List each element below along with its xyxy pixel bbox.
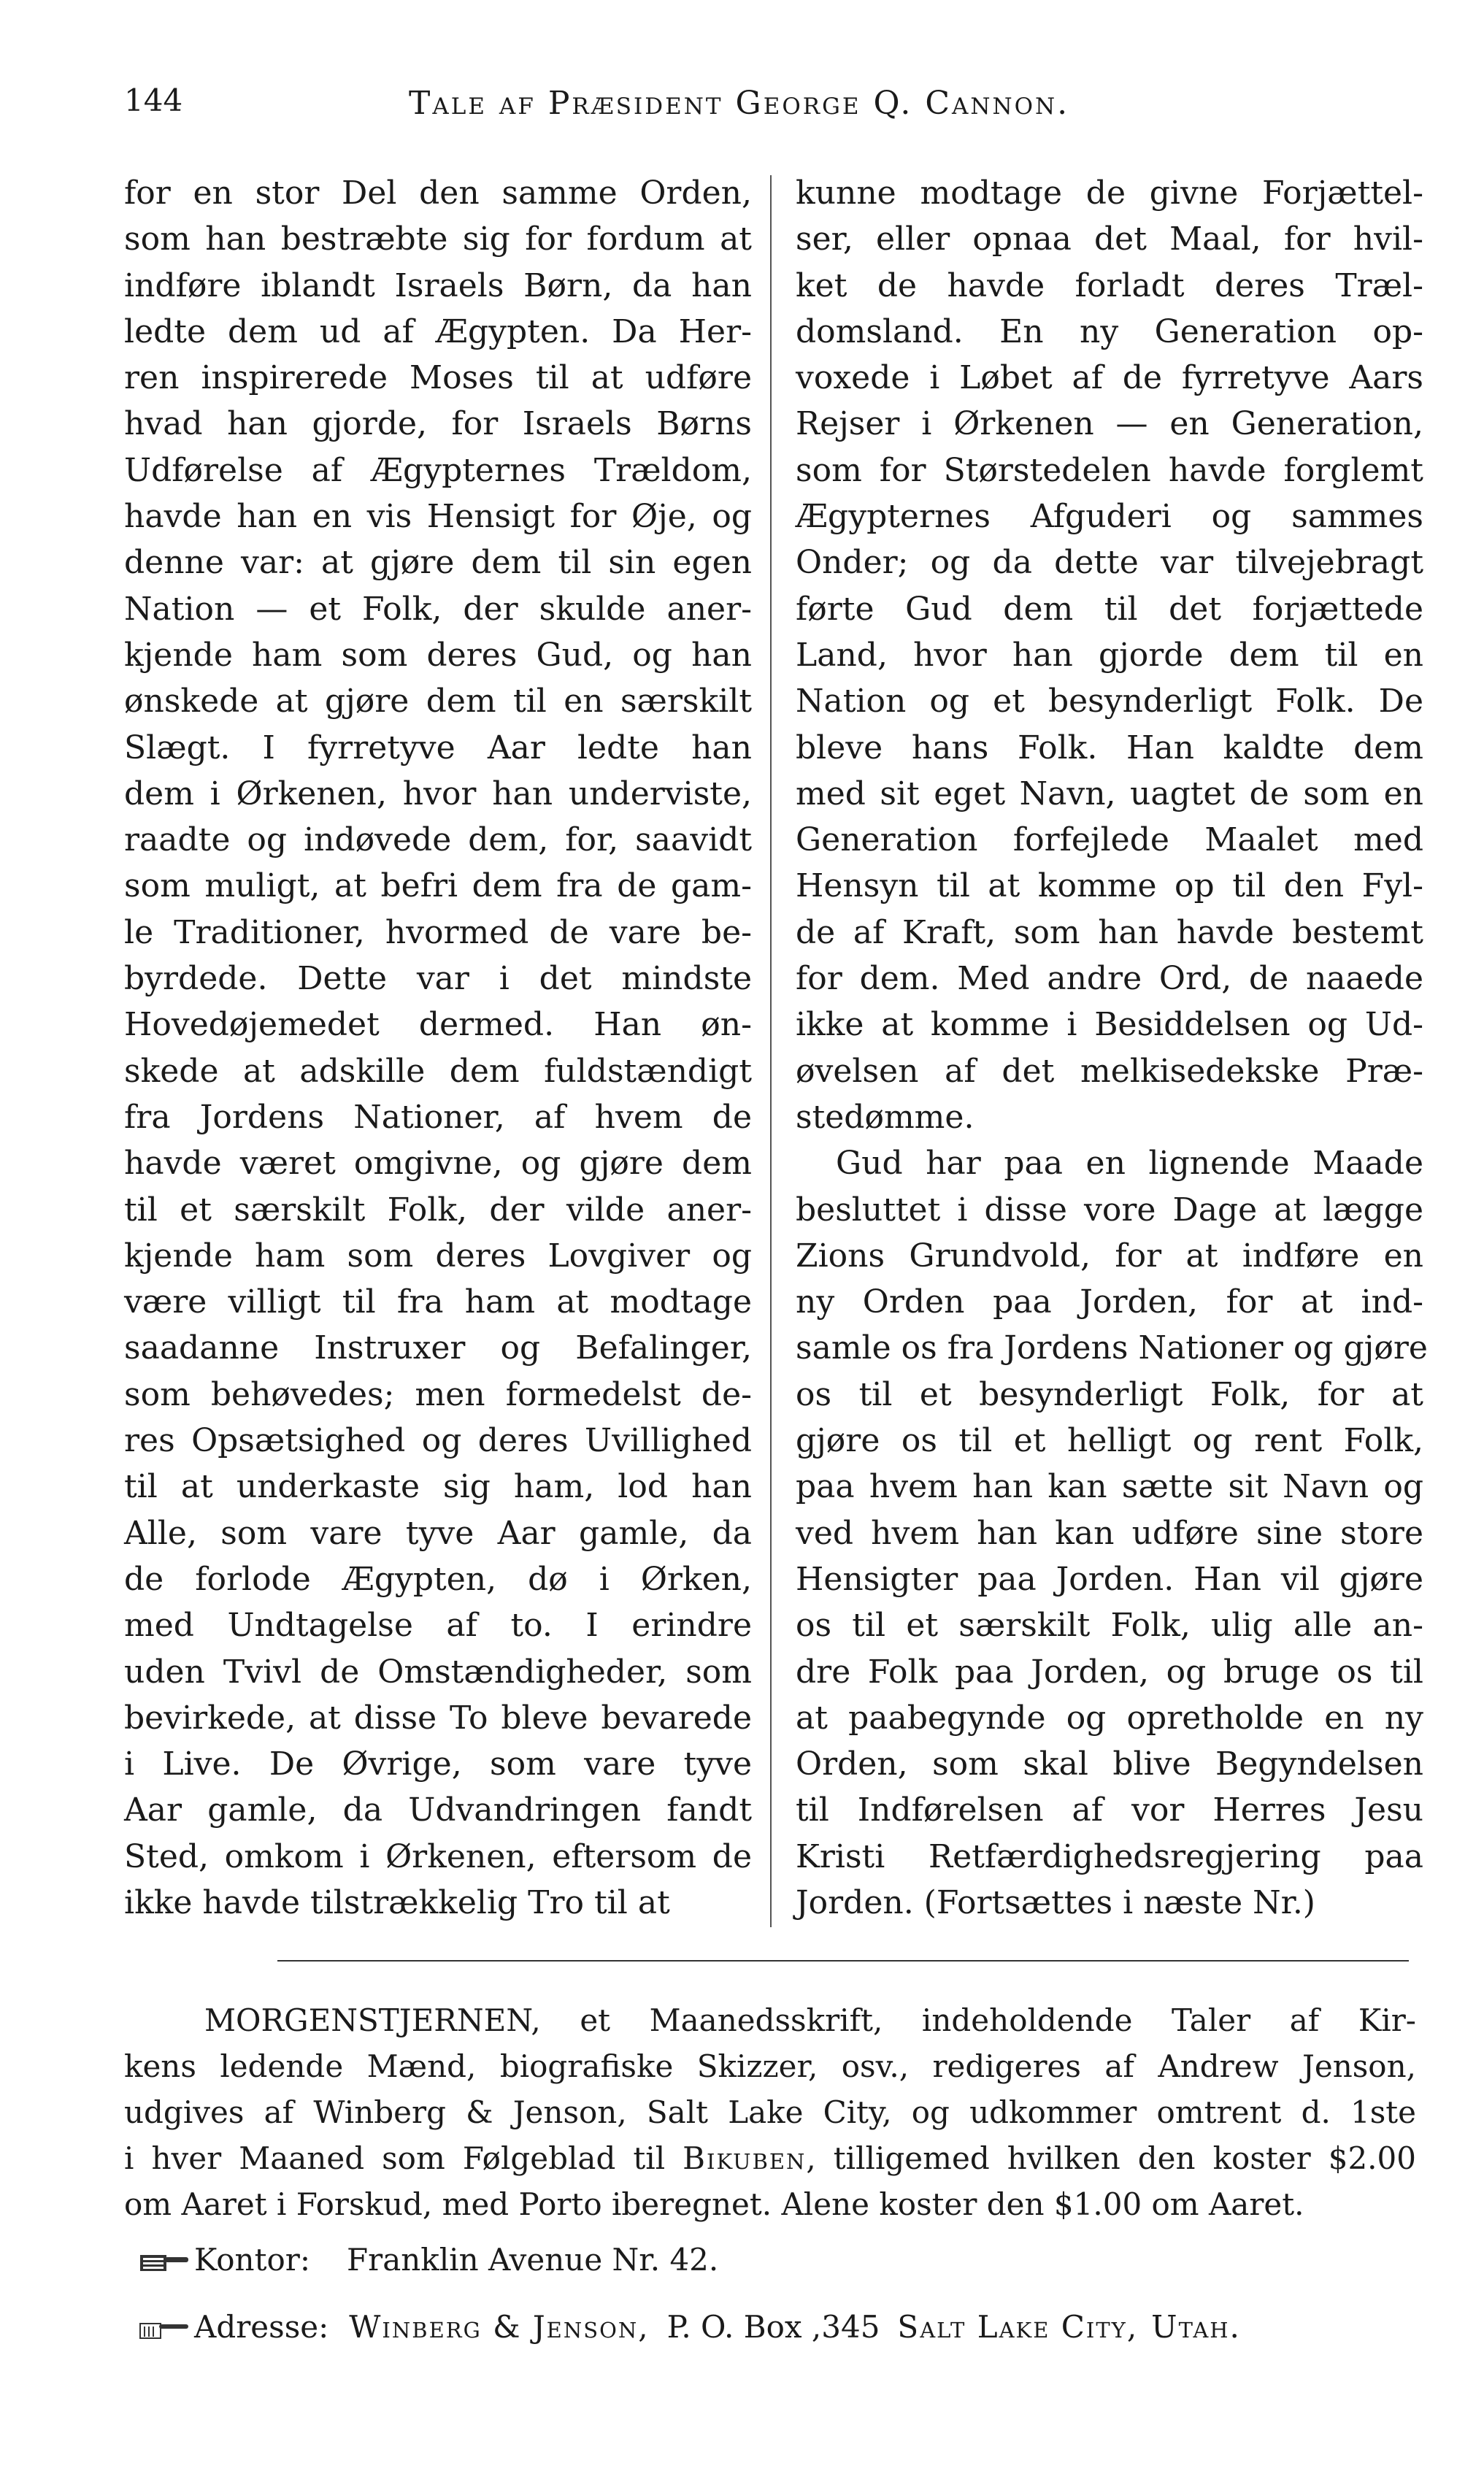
text-line: hvad han gjorde, for Israels Børns xyxy=(124,405,752,443)
text-line: dre Folk paa Jorden, og bruge os til xyxy=(796,1653,1423,1691)
text-line: som han bestræbte sig for fordum at xyxy=(124,220,752,258)
text-line: Orden, som skal blive Begyndelsen xyxy=(796,1745,1423,1783)
pointing-hand-icon xyxy=(139,2318,191,2341)
text-line: uden Tvivl de Omstændigheder, som xyxy=(124,1653,752,1691)
text-line: indføre iblandt Israels Børn, da han xyxy=(124,266,752,304)
text-line: bleve hans Folk. Han kaldte dem xyxy=(796,729,1423,766)
text-line: som behøvedes; men formedelst de- xyxy=(124,1375,752,1413)
text-line: Hovedøjemedet dermed. Han øn- xyxy=(124,1006,752,1044)
text-line: Hensigter paa Jorden. Han vil gjøre xyxy=(796,1560,1423,1598)
pointing-hand-icon xyxy=(139,2251,191,2274)
text-line: Jorden. (Fortsættes i næste Nr.) xyxy=(796,1883,1315,1921)
text-line: ket de havde forladt deres Træl- xyxy=(796,266,1423,304)
text-line: saadanne Instruxer og Befalinger, xyxy=(124,1329,752,1367)
text-line: havde han en vis Hensigt for Øje, og xyxy=(124,498,752,536)
text-line: Slægt. I fyrretyve Aar ledte han xyxy=(124,729,752,766)
text-line: Gud har paa en lignende Maade xyxy=(836,1145,1423,1183)
text-line: Alle, som vare tyve Aar gamle, da xyxy=(124,1514,752,1552)
right-column xyxy=(796,170,1428,1926)
text-line: byrdede. Dette var i det mindste xyxy=(124,960,752,998)
bikuben-title: Bikuben xyxy=(683,2140,807,2176)
office-address: Franklin Avenue Nr. 42. xyxy=(346,2242,719,2278)
text-line: Kristi Retfærdighedsregjering paa xyxy=(796,1837,1423,1875)
office-label: Kontor: xyxy=(194,2242,310,2278)
text-line: raadte og indøvede dem, for, saavidt xyxy=(124,821,752,859)
address-box: P. O. Box ,345 xyxy=(666,2309,880,2345)
text-line: ikke havde tilstrækkelig Tro til at xyxy=(124,1883,670,1921)
column-divider xyxy=(770,175,772,1927)
text-line: Generation forfejlede Maalet med xyxy=(796,821,1423,859)
text-line: denne var: at gjøre dem til sin egen xyxy=(124,544,752,582)
left-column xyxy=(124,170,752,1926)
page-number: 144 xyxy=(124,82,183,118)
text-line: ledte dem ud af Ægypten. Da Her- xyxy=(124,312,752,350)
text-line: Nation og et besynderligt Folk. De xyxy=(796,683,1423,721)
text-line: til Indførelsen af vor Herres Jesu xyxy=(796,1791,1423,1829)
notice-line: MORGENSTJERNEN, et Maanedsskrift, indeholdende Taler af Kir- xyxy=(204,2002,1416,2038)
text-line: ny Orden paa Jorden, for at ind- xyxy=(796,1283,1423,1321)
text-line: de forlode Ægypten, dø i Ørken, xyxy=(124,1560,752,1598)
text-line: Sted, omkom i Ørkenen, eftersom de xyxy=(124,1837,752,1875)
address-line xyxy=(139,2305,1241,2349)
text-line: med sit eget Navn, uagtet de som en xyxy=(796,775,1423,812)
text-line: ikke at komme i Besiddelsen og Ud- xyxy=(796,1006,1423,1044)
text-line: ved hvem han kan udføre sine store xyxy=(796,1514,1423,1552)
text-line: som for Størstedelen havde forglemt xyxy=(796,451,1423,489)
office-line xyxy=(139,2238,718,2282)
text-line: kjende ham som deres Gud, og han xyxy=(124,636,752,674)
text-line: at paabegynde og opretholde en ny xyxy=(796,1699,1423,1737)
text-line: førte Gud dem til det forjættede xyxy=(796,590,1423,628)
text-line: kunne modtage de givne Forjættel- xyxy=(796,174,1423,212)
text-line: Aar gamle, da Udvandringen fandt xyxy=(124,1791,752,1829)
notice-text: i hver Maaned som Følgeblad til xyxy=(124,2140,683,2176)
text-line: de af Kraft, som han havde bestemt xyxy=(796,913,1423,951)
text-line: være villigt til fra ham at modtage xyxy=(124,1283,752,1321)
text-line: gjøre os til et helligt og rent Folk, xyxy=(796,1422,1423,1460)
address-label: Adresse: xyxy=(194,2309,329,2345)
section-divider xyxy=(277,1960,1409,1962)
text-line: Rejser i Ørkenen — en Generation, xyxy=(796,405,1423,443)
text-line: med Undtagelse af to. I erindre xyxy=(124,1607,752,1645)
notice-line xyxy=(124,2135,1416,2181)
text-line: ønskede at gjøre dem til en særskilt xyxy=(124,683,752,721)
text-line: fra Jordens Nationer, af hvem de xyxy=(124,1098,752,1136)
running-title: Tale af Præsident George Q. Cannon. xyxy=(409,85,1070,122)
text-line: stedømme. xyxy=(796,1098,974,1136)
text-line: i Live. De Øvrige, som vare tyve xyxy=(124,1745,752,1783)
text-line: øvelsen af det melkisedekske Præ- xyxy=(796,1052,1423,1090)
text-line: samle os fra Jordens Nationer og gjøre xyxy=(796,1329,1428,1367)
text-line: som muligt, at befri dem fra de gam- xyxy=(124,867,752,905)
text-line: ren inspirerede Moses til at udføre xyxy=(124,359,752,397)
text-line: os til et særskilt Folk, ulig alle an- xyxy=(796,1607,1423,1645)
text-line: Zions Grundvold, for at indføre en xyxy=(796,1237,1423,1275)
text-line: bevirkede, at disse To bleve bevarede xyxy=(124,1699,752,1737)
text-line: ser, eller opnaa det Maal, for hvil- xyxy=(796,220,1423,258)
text-line: skede at adskille dem fuldstændigt xyxy=(124,1052,752,1090)
text-line: til at underkaste sig ham, lod han xyxy=(124,1468,752,1506)
text-line: kjende ham som deres Lovgiver og xyxy=(124,1237,752,1275)
notice-line: kens ledende Mænd, biografiske Skizzer, osv., redigeres af Andrew Jenson, xyxy=(124,2048,1416,2084)
text-line: for dem. Med andre Ord, de naaede xyxy=(796,960,1423,998)
publication-notice xyxy=(124,1997,1416,2227)
text-line: Udførelse af Ægypternes Trældom, xyxy=(124,451,752,489)
text-line: le Traditioner, hvormed de vare be- xyxy=(124,913,752,951)
notice-line: om Aaret i Forskud, med Porto iberegnet. Alene koster den $1.00 om Aaret. xyxy=(124,2186,1304,2222)
notice-text: , tilligemed hvilken den koster $2.00 xyxy=(806,2140,1416,2176)
address-city: Salt Lake City, xyxy=(897,2309,1139,2345)
text-line: Nation — et Folk, der skulde aner- xyxy=(124,590,752,628)
text-line: Hensyn til at komme op til den Fyl- xyxy=(796,867,1423,905)
notice-line: udgives af Winberg & Jenson, Salt Lake City, og udkommer omtrent d. 1ste xyxy=(124,2094,1416,2130)
text-line: Land, hvor han gjorde dem til en xyxy=(796,636,1423,674)
text-line: os til et besynderligt Folk, for at xyxy=(796,1375,1423,1413)
text-line: havde været omgivne, og gjøre dem xyxy=(124,1145,752,1183)
text-line: voxede i Løbet af de fyrretyve Aars xyxy=(796,359,1423,397)
text-line: domsland. En ny Generation op- xyxy=(796,312,1423,350)
text-line: besluttet i disse vore Dage at lægge xyxy=(796,1191,1423,1229)
text-line: res Opsætsighed og deres Uvillighed xyxy=(124,1422,752,1460)
text-line: til et særskilt Folk, der vilde aner- xyxy=(124,1191,752,1229)
text-line: Onder; og da dette var tilvejebragt xyxy=(796,544,1423,582)
address-state: Utah. xyxy=(1151,2309,1241,2345)
text-line: paa hvem han kan sætte sit Navn og xyxy=(796,1468,1423,1506)
text-line: Ægypternes Afguderi og sammes xyxy=(796,498,1423,536)
address-publisher: Winberg & Jenson, xyxy=(349,2309,650,2345)
text-line: dem i Ørkenen, hvor han underviste, xyxy=(124,775,752,812)
text-line: for en stor Del den samme Orden, xyxy=(124,174,752,212)
